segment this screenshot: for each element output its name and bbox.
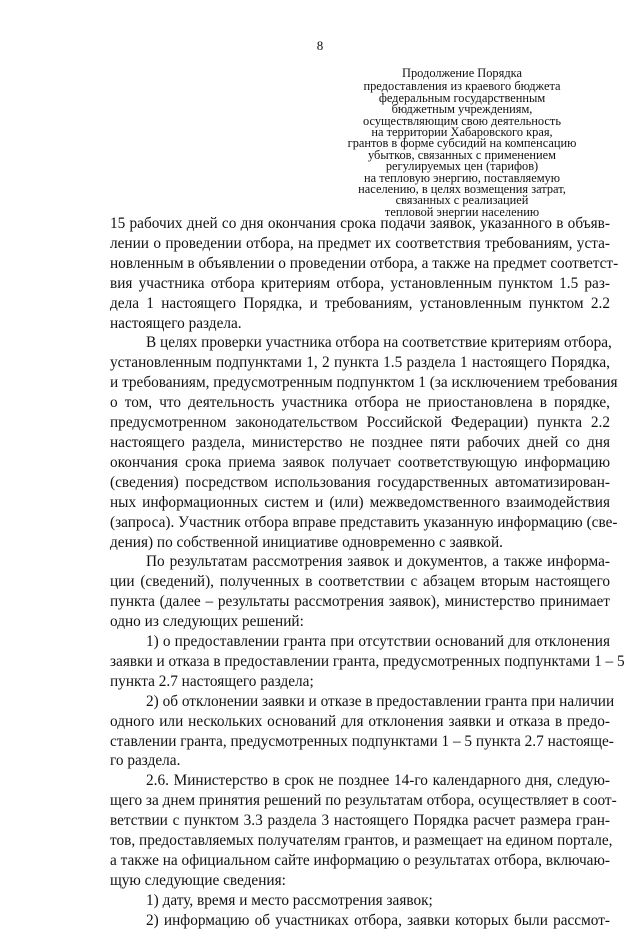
body-line: 2.6. Министерство в срок не позднее 14-го календарного дня, следую- xyxy=(146,772,610,790)
header-line: тепловой энергии населению xyxy=(384,204,540,219)
header-line: грантов в форме субсидий на компенсацию xyxy=(347,136,577,151)
body-line: В целях проверки участника отбора на соответствие критериям отбора, xyxy=(146,334,612,352)
header-line: бюджетным учреждениям, xyxy=(391,102,533,117)
page-number: 8 xyxy=(316,38,324,53)
document-header xyxy=(334,68,590,218)
body-line: щего за днем принятия решений по результатам отбора, осуществляет в соот- xyxy=(110,792,617,810)
body-line: окончания срока приема заявок получает соответствующую информацию xyxy=(110,453,610,471)
body-line: пункта 2.7 настоящего раздела; xyxy=(110,672,314,690)
body-line: настоящего раздела, министерство не позднее пяти рабочих дней со дня xyxy=(110,433,610,451)
body-line: тов, предоставляемых получателям грантов, и размещает на едином портале, xyxy=(110,832,613,850)
body-line: (запроса). Участник отбора вправе представить указанную информацию (све- xyxy=(110,513,618,531)
body-line: ных информационных систем и (или) межведомственного взаимодействия xyxy=(110,493,610,511)
body-line: пункта (далее – результаты рассмотрения заявок), министерство принимает xyxy=(110,593,610,611)
body-line: дела 1 настоящего Порядка, и требованиям, установленным пунктом 2.2 xyxy=(110,294,610,312)
body-line: (сведения) посредством использования государственных автоматизирован- xyxy=(110,473,610,491)
header-line: связанных с реализацией xyxy=(395,193,529,208)
header-line: на тепловую энергию, поставляемую xyxy=(364,170,560,185)
body-line: го раздела. xyxy=(110,752,181,770)
header-line: регулируемых цен (тарифов) xyxy=(385,159,539,174)
body-line: предусмотренном законодательством Российской Федерации) пункта 2.2 xyxy=(110,414,610,432)
document-body xyxy=(110,214,625,931)
body-line: одного или нескольких оснований для отклонения заявки и отказа в предо- xyxy=(110,712,610,730)
header-line: федеральным государственным xyxy=(378,90,546,105)
body-line: одно из следующих решений: xyxy=(110,613,304,631)
body-line: По результатам рассмотрения заявок и документов, а также информа- xyxy=(146,553,610,571)
header-line: Продолжение Порядка xyxy=(402,66,522,80)
body-line: вия участника отбора критериям отбора, установленным пунктом 1.5 раз- xyxy=(110,274,610,292)
body-line: и требованиям, предусмотренным подпунктом 1 (за исключением требования xyxy=(110,374,618,392)
header-line: убытков, связанных с применением xyxy=(368,147,556,162)
header-line: предоставления из краевого бюджета xyxy=(363,79,561,94)
body-line: дения) по собственной инициативе одновременно с заявкой. xyxy=(110,533,503,551)
body-line: ветствии с пунктом 3.3 раздела 3 настоящего Порядка расчет размера гран- xyxy=(110,812,610,830)
header-line: населению, в целях возмещения затрат, xyxy=(358,182,566,197)
body-line: 1) дату, время и место рассмотрения заявок; xyxy=(146,891,433,909)
body-line: 1) о предоставлении гранта при отсутствии оснований для отклонения xyxy=(146,633,610,651)
header-line: на территории Хабаровского края, xyxy=(371,125,553,140)
body-line: лении о проведении отбора, на предмет их соответствия требованиям, уста- xyxy=(110,234,610,252)
body-line: ции (сведений), полученных в соответствии с абзацем вторым настоящего xyxy=(110,573,610,591)
body-line: новленным в объявлении о проведении отбора, а также на предмет соответст- xyxy=(110,254,619,272)
body-line: заявки и отказа в предоставлении гранта, предусмотренных подпунктами 1 – 5 xyxy=(110,652,625,670)
body-line: 2) об отклонении заявки и отказе в предоставлении гранта при наличии xyxy=(146,692,615,710)
body-line: 2) информацию об участниках отбора, заявки которых были рассмот- xyxy=(146,911,610,929)
body-line: установленным подпунктами 1, 2 пункта 1.5 раздела 1 настоящего Порядка, xyxy=(110,354,610,372)
body-line: щую следующие сведения: xyxy=(110,871,286,889)
body-line: настоящего раздела. xyxy=(110,314,242,332)
body-line: 15 рабочих дней со дня окончания срока подачи заявок, указанного в объяв- xyxy=(110,215,610,232)
body-line: а также на официальном сайте информацию о результатах отбора, включаю- xyxy=(110,852,610,869)
header-line: осуществляющим свою деятельность xyxy=(362,113,561,128)
body-line: ставлении гранта, предусмотренных подпунктами 1 – 5 пункта 2.7 настояще- xyxy=(110,732,614,750)
body-line: о том, что деятельность участника отбора не приостановлена в порядке, xyxy=(110,394,610,412)
